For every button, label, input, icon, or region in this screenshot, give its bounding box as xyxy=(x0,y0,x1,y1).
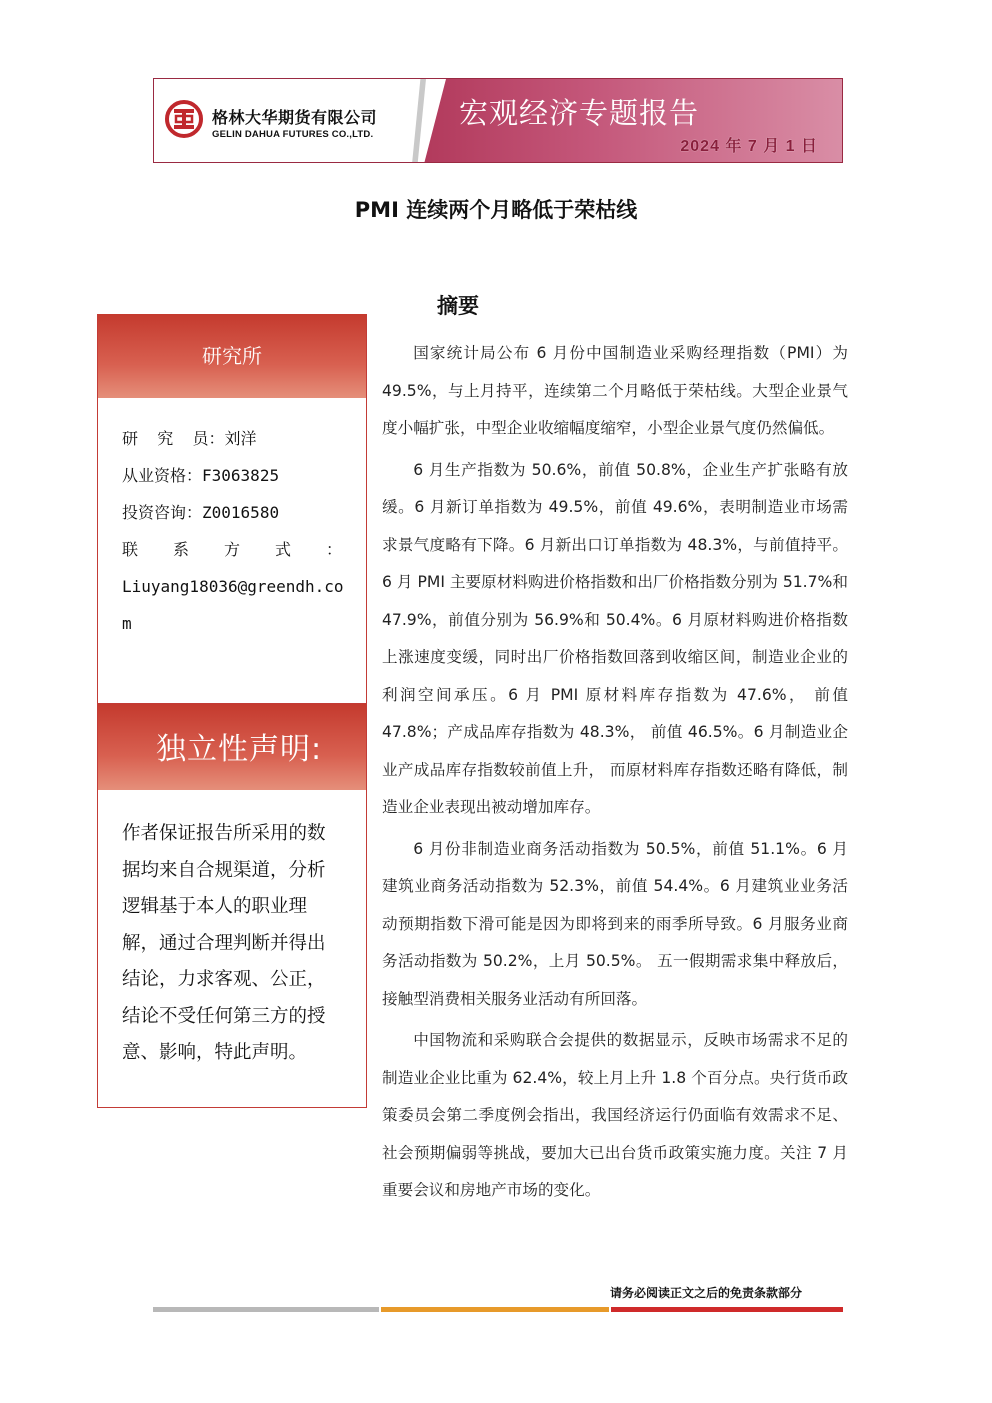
consult-number: Z0016580 xyxy=(202,503,280,522)
contact-char: ： xyxy=(325,540,342,559)
qualification-number: F3063825 xyxy=(202,466,280,485)
researcher-info xyxy=(98,398,366,703)
independence-statement: 作者保证报告所采用的数据均来自合规渠道，分析逻辑基于本人的职业理解，通过合理判断并得出结论，力求客观、公正，结论不受任何第三方的授意、影响，特此声明。 xyxy=(122,823,326,1063)
abstract-paragraph: 6 月生产指数为 50.6%，前值 50.8%，企业生产扩张略有放缓。6 月新订单指数为 49.5%，前值 49.6%，表明制造业市场需求景气度略有下降。6 月新出口订单指数为 48.3%，与前值持平。6 月 PMI 主要原材料购进价格指数和出厂价格指数分别为 51.7%和 47.9%，前值分别为 56.9%和 50.4%。6 月原材料购进价格指数上涨速度变缓，同时出厂价格指数回落到收缩区间，制造业企业的利润空间承压。6 月 PMI 原材料库存指数为 47.6%， 前值 47.8%；产成品库存指数为 48.3%， 前值 46.5%。6 月制造业企业产成品库存指数较前值上升， 而原材料库存指数还略有降低，制造业企业表现出被动增加库存。 xyxy=(382,460,848,816)
consult-line xyxy=(122,494,342,531)
disclaimer-note: 请务必阅读正文之后的免责条款部分 xyxy=(610,1286,803,1300)
abstract-paragraph: 中国物流和采购联合会提供的数据显示，反映市场需求不足的制造业企业比重为 62.4%，较上月上升 1.8 个百分点。央行货币政策委员会第二季度例会指出，我国经济运行仍面临有效需求不足、社会预期偏弱等挑战，要加大已出台货币政策实施力度。关注 7 月重要会议和房地产市场的变化。 xyxy=(382,1031,848,1199)
abstract-paragraph: 6 月份非制造业商务活动指数为 50.5%，前值 51.1%。6 月建筑业商务活动指数为 52.3%，前值 54.4%。6 月建筑业业务活动预期指数下滑可能是因为即将到来的雨季所导致。6 月服务业商务活动指数为 50.2%，上月 50.5%。 五一假期需求集中释放后，接触型消费相关服务业活动有所回落。 xyxy=(382,839,848,1008)
qualification-label: 从业资格： xyxy=(122,466,203,485)
footer-bar-red xyxy=(611,1307,843,1312)
contact-char: 联 xyxy=(122,540,139,559)
footer-bar-orange xyxy=(381,1307,609,1312)
research-heading: 研究所 xyxy=(202,344,262,368)
consult-label: 投资咨询： xyxy=(122,503,203,522)
document-title: PMI 连续两个月略低于荣枯线 xyxy=(354,198,638,222)
company-name-cn: 格林大华期货有限公司 xyxy=(212,108,378,127)
contact-email[interactable]: Liuyang18036@greendh.com xyxy=(122,577,344,633)
contact-label xyxy=(122,531,342,568)
company-logo-icon xyxy=(164,99,204,139)
report-date: 2024 年 7 月 1 日 xyxy=(680,138,818,155)
qualification-line xyxy=(122,457,342,494)
header-banner xyxy=(153,78,843,163)
contact-char: 系 xyxy=(172,540,189,559)
header-divider-stripe xyxy=(412,79,426,163)
abstract-body xyxy=(382,335,848,1210)
abstract-heading: 摘要 xyxy=(437,294,479,318)
footer-bar-gray xyxy=(153,1307,379,1312)
research-heading-bar xyxy=(98,314,366,398)
researcher-line xyxy=(122,420,342,457)
company-name-en: GELIN DAHUA FUTURES CO.,LTD. xyxy=(212,129,374,140)
statement-heading: 独立性声明: xyxy=(156,732,323,767)
contact-char: 式 xyxy=(274,540,291,559)
statement-box xyxy=(97,704,367,1108)
abstract-paragraph: 国家统计局公布 6 月份中国制造业采购经理指数（PMI）为 49.5%，与上月持平，连续第二个月略低于荣枯线。大型企业景气度小幅扩张，中型企业收缩幅度缩窄，小型企业景气度仍然偏低。 xyxy=(382,344,848,437)
research-box xyxy=(97,314,367,704)
researcher-name: 刘洋 xyxy=(224,429,257,448)
statement-heading-bar xyxy=(98,704,366,790)
researcher-label: 研 究 员： xyxy=(122,429,225,448)
report-type: 宏观经济专题报告 xyxy=(459,96,700,130)
contact-char: 方 xyxy=(223,540,240,559)
sidebar xyxy=(97,314,367,1108)
